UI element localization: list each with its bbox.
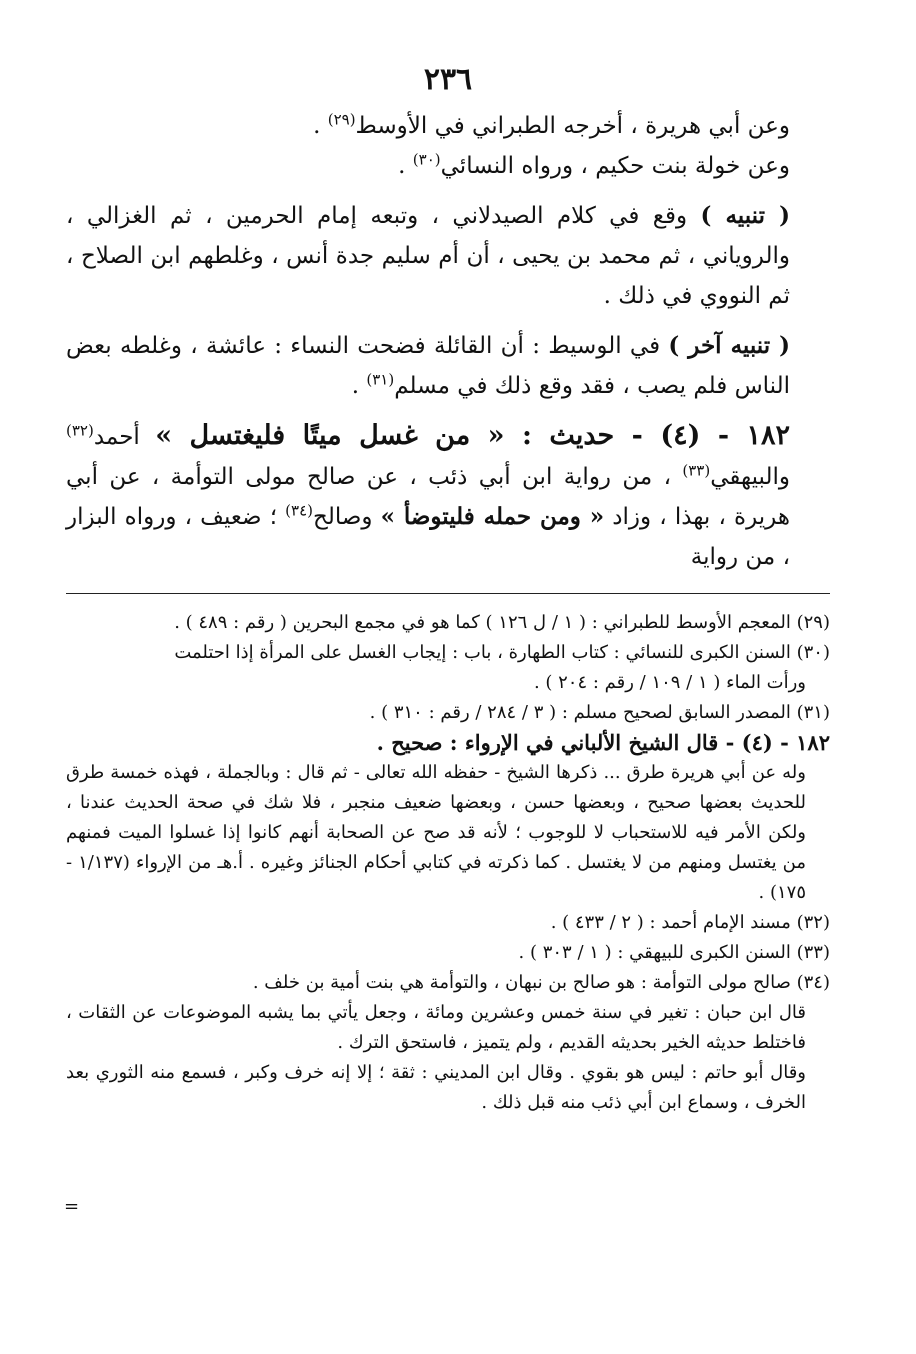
label-tanbih-akhar: ( تنبيه آخر ) [668, 332, 791, 359]
footnote-29: (٢٩) المعجم الأوسط للطبراني : ( ١ / ل ١٢٦ ) كما هو في مجمع البحرين ( رقم : ٤٨٩ ) . [174, 612, 830, 633]
footnote-34-ibn-hibban: قال ابن حبان : تغير في سنة خمس وعشرين ومائة ، وجعل يأتي بما يشبه الموضوعات عن الثقات ، فاختلط حديثه الخير بحديثه القديم ، ولم يتميز ، فاستحق الترك . [66, 1002, 806, 1053]
text-bazzar: ؛ ضعيف ، ورواه البزار ، من رواية [66, 504, 790, 570]
text-tanbih-akhar: في الوسيط : أن القائلة فضحت النساء : عائشة ، وغلطه بعض الناس فلم يصب ، فقد وقع ذلك في مسلم [66, 333, 790, 399]
footnote-30: (٣٠) السنن الكبرى للنسائي : كتاب الطهارة ، باب : إيجاب الغسل على المرأة إذا احتلمت [174, 642, 830, 663]
main-text [66, 106, 830, 577]
text-bayhaqi: والبيهقي [710, 464, 790, 490]
text-end: . [398, 153, 413, 179]
footnote-ref-30[interactable]: (٣٠) [412, 150, 441, 169]
text-wudu-addition: « ومن حمله فليتوضأ » [380, 503, 605, 530]
footnote-ref-32[interactable]: (٣٢) [66, 421, 94, 440]
footnote-ref-31[interactable]: (٣١) [366, 370, 395, 389]
page-number: ٢٣٦ [423, 62, 473, 97]
footnote-34-abu-hatim: وقال أبو حاتم : ليس هو بقوي . وقال ابن المديني : ثقة ؛ إلا إنه خرف وكبر ، فسمع منه الثوري بعد الخرف ، وسماع ابن أبي ذئب منه قبل ذلك . [66, 1062, 806, 1113]
paragraph-tanbih [66, 196, 830, 316]
paragraph-abu-hurayra [66, 106, 830, 146]
footnote-34: (٣٤) صالح مولى التوأمة : هو صالح بن نبهان ، والتوأمة هي بنت أمية بن خلف . [252, 972, 830, 993]
footnote-30-continued: ورأت الماء ( ١ / ١٠٩ / رقم : ٢٠٤ ) . [533, 672, 806, 693]
footnote-33: (٣٣) السنن الكبرى للبيهقي : ( ١ / ٣٠٣ ) . [518, 942, 830, 963]
paragraph-tanbih-akhar [66, 326, 830, 406]
text-ahmad: أحمد [93, 424, 156, 450]
footnotes [66, 608, 830, 1118]
text-tanbih: وقع في كلام الصيدلاني ، وتبعه إمام الحرمين ، ثم الغزالي ، والروياني ، ثم محمد بن يحيى ، أن أم سليم جدة أنس ، وغلطهم ابن الصلاح ، ثم النووي في ذلك . [66, 203, 790, 309]
footnote-ref-34[interactable]: (٣٤) [285, 501, 313, 520]
footnote-ref-29[interactable]: (٢٩) [327, 110, 356, 129]
footnote-31: (٣١) المصدر السابق لصحيح مسلم : ( ٣ / ٢٨٤ / رقم : ٣١٠ ) . [369, 702, 830, 723]
paragraph-hadith-182 [66, 416, 830, 577]
paragraph-khawla [66, 146, 830, 186]
albani-commentary: وله عن أبي هريرة طرق ... ذكرها الشيخ - حفظه الله تعالى - ثم قال : وبالجملة ، فهذه خمسة طرق للحديث بعضها صحيح ، وبعضها حسن ، وبعضها ضعيف منجبر ، فلا شك في صحة الحديث عندنا ، ولكن الأمر فيه للاستحباب لا للوجوب ؛ لأنه قد صح عن الصحابة أنهم كانوا إذا غسلوا الميت فمنهم من يغتسل ومنهم من لا يغتسل . كما ذكرته في كتابي أحكام الجنائز وغيره . أ.هـ من الإرواء (١/١٣٧ - ١٧٥) . [66, 762, 806, 903]
footnote-32: (٣٢) مسند الإمام أحمد : ( ٢ / ٤٣٣ ) . [550, 912, 830, 933]
footnote-ref-33[interactable]: (٣٣) [682, 461, 711, 480]
label-tanbih: ( تنبيه ) [700, 202, 791, 229]
text-riwaya: ، من رواية ابن أبي ذئب ، عن صالح مولى التوأمة ، عن أبي هريرة ، بهذا ، وزاد [66, 464, 790, 530]
text-salih: وصالح [313, 504, 381, 530]
text-khawla: وعن خولة بنت حكيم ، ورواه النسائي [440, 153, 790, 179]
text-end: . [351, 373, 367, 399]
text-end: . [313, 113, 328, 139]
footnote-divider [66, 593, 830, 594]
continuation-mark: = [64, 1196, 80, 1217]
hadith-heading: ١٨٢ - (٤) - حديث : « من غسل ميتًا فليغتسل » [155, 420, 791, 451]
albani-heading: ١٨٢ - (٤) - قال الشيخ الألباني في الإرواء : صحيح . [376, 730, 830, 755]
text-abu-hurayra: وعن أبي هريرة ، أخرجه الطبراني في الأوسط [355, 113, 790, 139]
